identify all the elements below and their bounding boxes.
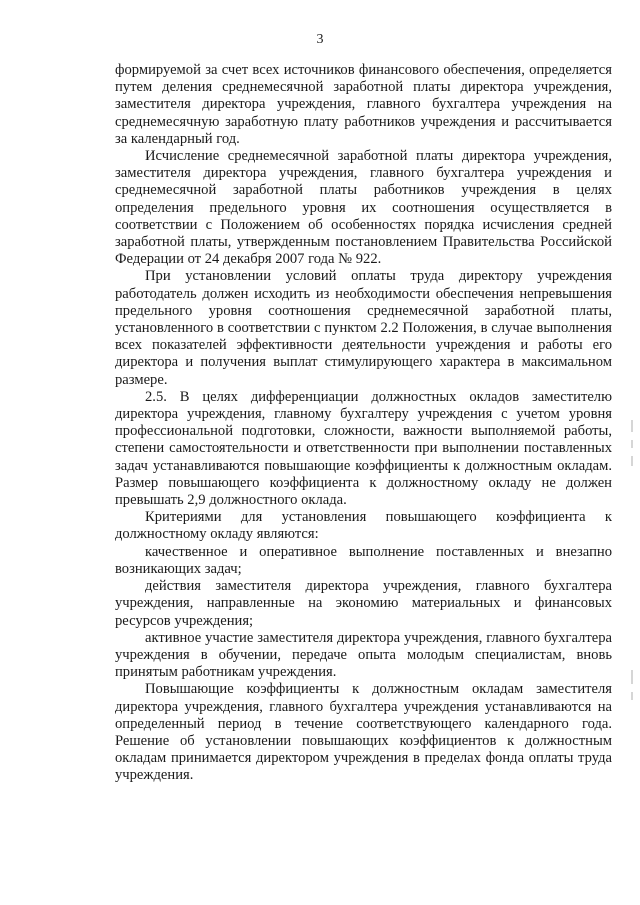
- paragraph-criterion-2: действия заместителя директора учреждения, главного бухгалтера учреждения, направленные на экономию материальных и финансовых ресурсов учреждения;: [115, 578, 612, 629]
- paragraph-criterion-1: качественное и оперативное выполнение поставленных и внезапно возникающих задач;: [115, 543, 612, 577]
- scan-margin-marks: [631, 420, 637, 720]
- page-number: 3: [316, 32, 324, 47]
- document-body: [115, 62, 612, 785]
- paragraph-continuation: формируемой за счет всех источников финансового обеспечения, определяется путем деления среднемесячной заработной платы директора учреждения, заместителя директора учреждения, главного бухгалтера учреждения на среднемесячную заработную плату работников учреждения и рассчитывается за календарный год.: [115, 62, 612, 147]
- paragraph-coefficients-period: Повышающие коэффициенты к должностным окладам заместителя директора учреждения, главного бухгалтера учреждения устанавливаются на определенный период в течение соответствующего календарного года. Решение об установлении повышающих коэффициентов к должностным окладам принимается директором учреждения в пределах фонда оплаты труда учреждения.: [115, 681, 612, 784]
- paragraph-section-2-5: 2.5. В целях дифференциации должностных окладов заместителю директора учреждения, главному бухгалтеру учреждения с учетом уровня профессиональной подготовки, сложности, важности выполняемой работы, степени самостоятельности и ответственности при выполнении поставленных задач устанавливаются повышающие коэффициенты к должностным окладам. Размер повышающего коэффициента к должностному окладу не должен превышать 2,9 должностного оклада.: [115, 388, 612, 509]
- paragraph-salary-calculation: Исчисление среднемесячной заработной платы директора учреждения, заместителя директора учреждения, главного бухгалтера учреждения и среднемесячной заработной платы работников учреждения в целях определения предельного уровня их соотношения осуществляется в соответствии с Положением об особенностях порядка исчисления средней заработной платы, утвержденным постановлением Правительства Российской Федерации от 24 декабря 2007 года № 922.: [115, 148, 612, 268]
- paragraph-criterion-3: активное участие заместителя директора учреждения, главного бухгалтера учреждения в обучении, передаче опыта молодым специалистам, вновь принятым работникам учреждения.: [115, 629, 612, 681]
- paragraph-criteria-intro: Критериями для установления повышающего коэффициента к должностному окладу являются:: [115, 509, 612, 543]
- paragraph-director-pay-conditions: При установлении условий оплаты труда директору учреждения работодатель должен исходить из необходимости обеспечения непревышения предельного уровня соотношения среднемесячной заработной платы, установленного в соответствии с пунктом 2.2 Положения, в случае выполнения всех показателей эффективности деятельности учреждения и работы его директора и получения выплат стимулирующего характера в максимальном размере.: [115, 268, 612, 388]
